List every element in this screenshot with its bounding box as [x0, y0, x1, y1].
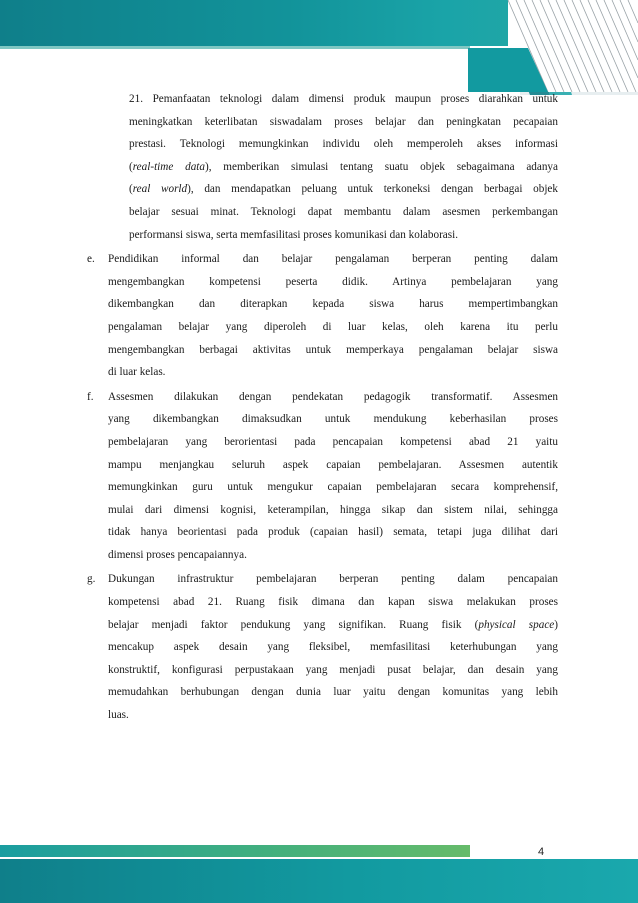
- text-line: di luar kelas.: [108, 366, 166, 379]
- footer-hatch-decoration: [468, 0, 638, 92]
- text-line: memungkinkan guru untuk mengukur capaian pembelajaran secara komprehensif,: [108, 481, 558, 494]
- text-line: 21. Pemanfaatan teknologi dalam dimensi produk maupun proses diarahkan untuk: [129, 93, 558, 105]
- text-line: performansi siswa, serta memfasilitasi proses komunikasi dan kolaborasi.: [129, 228, 459, 241]
- list-item-f: [87, 386, 558, 567]
- text-line: memudahkan berhubungan dengan dunia luar yaitu dengan komunitas yang lebih: [108, 686, 558, 699]
- italic-term: physical space: [478, 618, 555, 631]
- text-line: kompetensi abad 21. Ruang fisik dimana dan kapan siswa melakukan proses: [108, 596, 558, 609]
- text-line: konstruktif, konfigurasi perpustakaan yang menjadi pusat belajar, dan desain yang: [108, 663, 558, 676]
- text-line: dikembangkan dan diterapkan kepada siswa harus mempertimbangkan: [108, 298, 558, 311]
- text-line: belajar menjadi faktor pendukung yang signifikan. Ruang fisik (physical space): [108, 618, 558, 631]
- text-line: Dukungan infrastruktur pembelajaran berperan penting dalam pencapaian: [108, 573, 558, 586]
- list-marker: e.: [87, 253, 95, 266]
- text-line: yang dikembangkan dimaksudkan untuk mendukung keberhasilan proses: [108, 413, 558, 426]
- list-item-g: [87, 568, 558, 726]
- text-line: mampu menjangkau seluruh aspek capaian pembelajaran. Assesmen autentik: [108, 458, 558, 471]
- footer-bar: [0, 859, 638, 903]
- text-line: luas.: [108, 709, 129, 722]
- text-line: mengembangkan kompetensi peserta didik. Artinya pembelajaran yang: [108, 275, 558, 288]
- list-marker: g.: [87, 573, 96, 586]
- text-line: (real world), dan mendapatkan peluang untuk terkoneksi dengan berbagai objek: [129, 183, 558, 196]
- text-line: mengembangkan berbagai aktivitas untuk memperkaya pengalaman belajar siswa: [108, 343, 558, 356]
- text-line: tidak hanya beorientasi pada produk (capaian hasil) semata, tetapi juga dilihat dari: [108, 526, 558, 539]
- text-line: (real-time data), memberikan simulasi tentang suatu objek sebagaimana adanya: [129, 160, 558, 173]
- text-line: mencakup aspek desain yang fleksibel, memfasilitasi keterhubungan yang: [108, 641, 558, 654]
- list-marker: f.: [87, 390, 94, 403]
- text-line: mulai dari dimensi kognisi, keterampilan, hingga sikap dan sistem nilai, sehingga: [108, 503, 558, 516]
- text-line: prestasi. Teknologi memungkinkan individu oleh memperoleh akses informasi: [129, 138, 558, 151]
- list-item-e: [87, 248, 558, 384]
- document-body: [87, 88, 558, 729]
- footer-accent-strip: [0, 845, 470, 857]
- text-line: belajar sesuai minat. Teknologi dapat membantu dalam asesmen perkembangan: [129, 205, 558, 218]
- header-strip: [0, 46, 470, 49]
- italic-term: real-time data: [132, 160, 205, 173]
- text-line: pengalaman belajar yang diperoleh di luar kelas, oleh karena itu perlu: [108, 320, 558, 333]
- text-line: Pendidikan informal dan belajar pengalaman berperan penting dalam: [108, 253, 558, 266]
- text-line: pembelajaran yang berorientasi pada pencapaian kompetensi abad 21 yaitu: [108, 435, 558, 448]
- italic-term: real world: [132, 183, 188, 196]
- paragraph-21: [108, 88, 558, 246]
- page-number: 4: [538, 846, 545, 858]
- text-line: meningkatkan keterlibatan siswadalam proses belajar dan peningkatan pecapaian: [129, 115, 558, 128]
- text-line: dimensi proses pencapaiannya.: [108, 548, 247, 561]
- text-line: Assesmen dilakukan dengan pendekatan pedagogik transformatif. Assesmen: [108, 390, 558, 403]
